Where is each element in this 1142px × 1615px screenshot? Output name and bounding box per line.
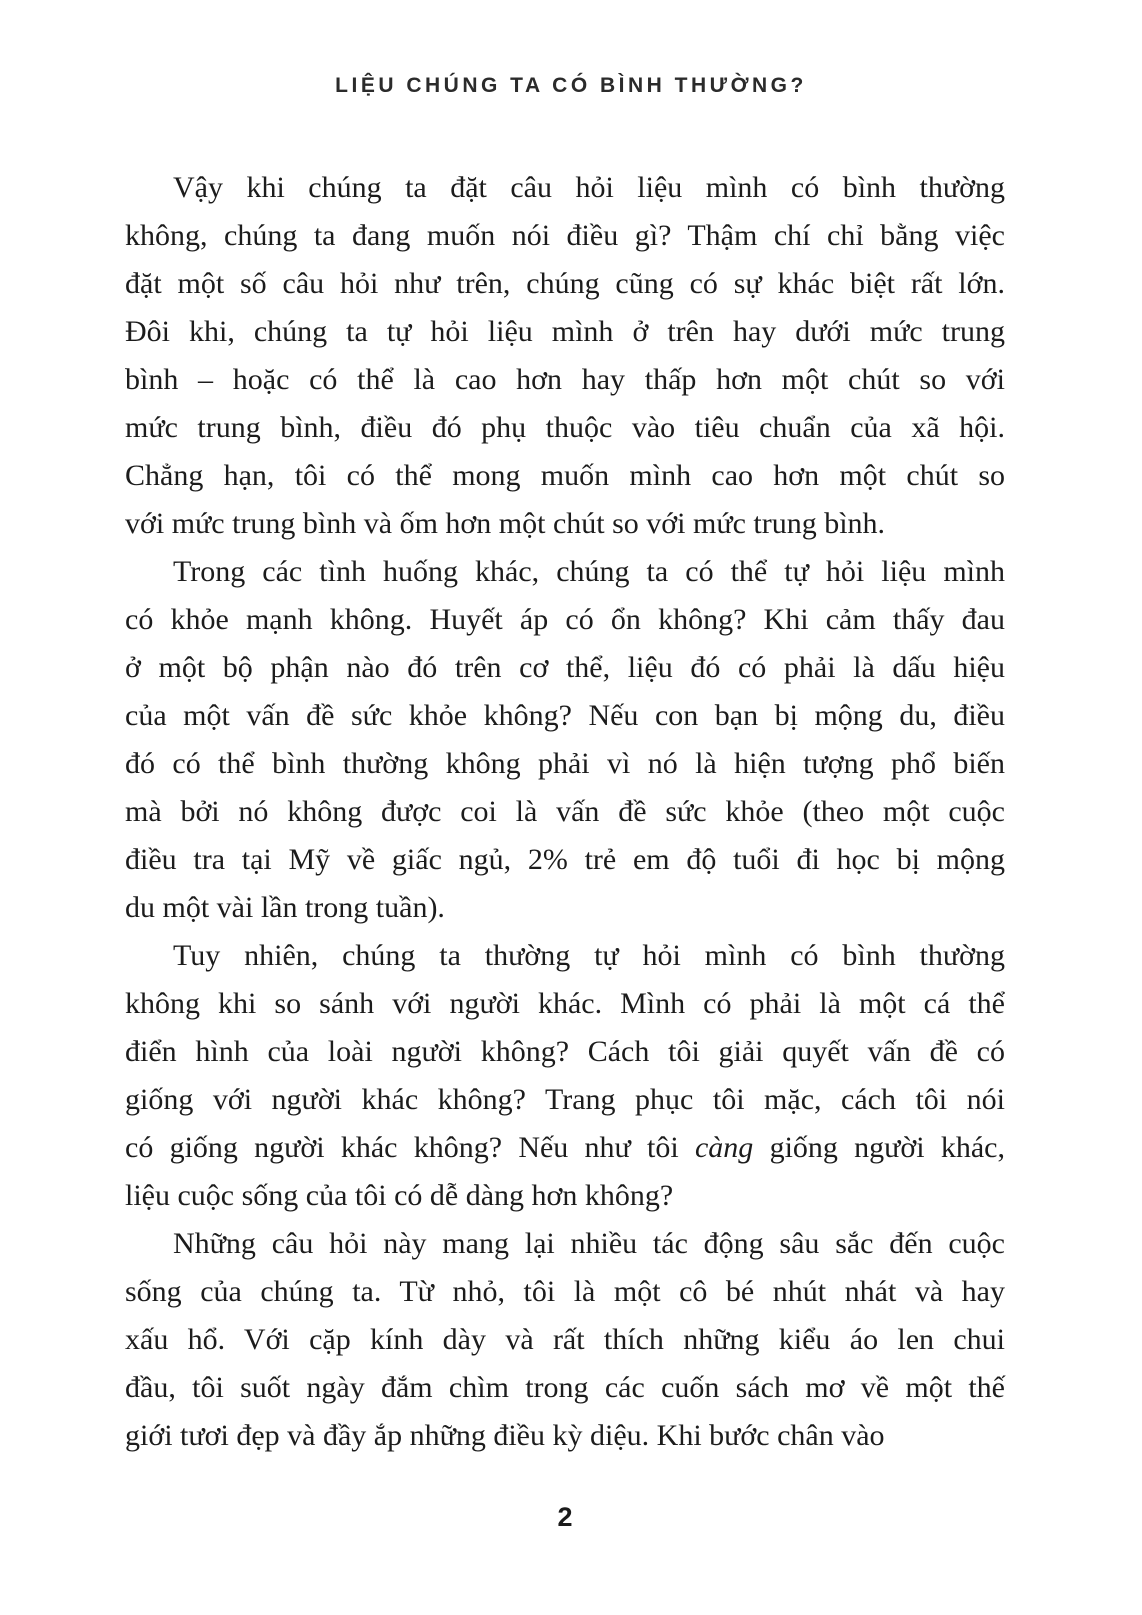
text-line: Đôi khi, chúng ta tự hỏi liệu mình ở trên hay dưới mức trung (125, 315, 1005, 348)
text-line: sống của chúng ta. Từ nhỏ, tôi là một cô bé nhút nhát và hay (125, 1275, 1005, 1308)
text-body (125, 164, 1005, 1460)
paragraph (125, 548, 1005, 932)
text-line: mức trung bình, điều đó phụ thuộc vào tiêu chuẩn của xã hội. (125, 411, 1005, 444)
text-line: giới tươi đẹp và đầy ắp những điều kỳ diệu. Khi bước chân vào (125, 1419, 885, 1452)
text-line: Trong các tình huống khác, chúng ta có thể tự hỏi liệu mình (173, 555, 1005, 588)
paragraph (125, 164, 1005, 548)
text-line: Tuy nhiên, chúng ta thường tự hỏi mình có bình thường (173, 939, 1005, 972)
text-line: mà bởi nó không được coi là vấn đề sức khỏe (theo một cuộc (125, 795, 1005, 828)
text-line: có giống người khác không? Nếu như tôi càng giống người khác, (125, 1131, 1005, 1164)
page-number: 2 (557, 1502, 573, 1532)
text-line: của một vấn đề sức khỏe không? Nếu con bạn bị mộng du, điều (125, 699, 1005, 732)
text-line: có khỏe mạnh không. Huyết áp có ổn không? Khi cảm thấy đau (125, 603, 1005, 636)
running-head-title: LIỆU CHÚNG TA CÓ BÌNH THƯỜNG? (335, 74, 807, 97)
text-line: Vậy khi chúng ta đặt câu hỏi liệu mình có bình thường (173, 171, 1005, 204)
text-line: du một vài lần trong tuần). (125, 891, 445, 924)
emphasized-word: càng (694, 1131, 754, 1164)
text-line: điều tra tại Mỹ về giấc ngủ, 2% trẻ em độ tuổi đi học bị mộng (125, 843, 1005, 876)
text-line: đó có thể bình thường không phải vì nó là hiện tượng phổ biến (125, 747, 1005, 780)
text-line: xấu hổ. Với cặp kính dày và rất thích những kiểu áo len chui (125, 1323, 1005, 1356)
text-line: bình – hoặc có thể là cao hơn hay thấp hơn một chút so với (125, 363, 1005, 396)
text-line: liệu cuộc sống của tôi có dễ dàng hơn không? (125, 1179, 674, 1212)
text-line: giống với người khác không? Trang phục tôi mặc, cách tôi nói (125, 1083, 1005, 1116)
text-line: điển hình của loài người không? Cách tôi giải quyết vấn đề có (125, 1035, 1005, 1068)
text-line: Chẳng hạn, tôi có thể mong muốn mình cao hơn một chút so (125, 459, 1005, 492)
text-line: đặt một số câu hỏi như trên, chúng cũng có sự khác biệt rất lớn. (125, 267, 1005, 300)
text-line: không khi so sánh với người khác. Mình có phải là một cá thể (125, 987, 1005, 1020)
paragraph (125, 1220, 1005, 1460)
text-line: không, chúng ta đang muốn nói điều gì? Thậm chí chỉ bằng việc (125, 219, 1005, 252)
text-line: Những câu hỏi này mang lại nhiều tác động sâu sắc đến cuộc (173, 1227, 1005, 1260)
paragraph (125, 932, 1005, 1220)
text-line: đầu, tôi suốt ngày đắm chìm trong các cuốn sách mơ về một thế (125, 1371, 1005, 1404)
text-line: với mức trung bình và ốm hơn một chút so với mức trung bình. (125, 507, 886, 540)
text-line: ở một bộ phận nào đó trên cơ thể, liệu đó có phải là dấu hiệu (125, 651, 1005, 684)
